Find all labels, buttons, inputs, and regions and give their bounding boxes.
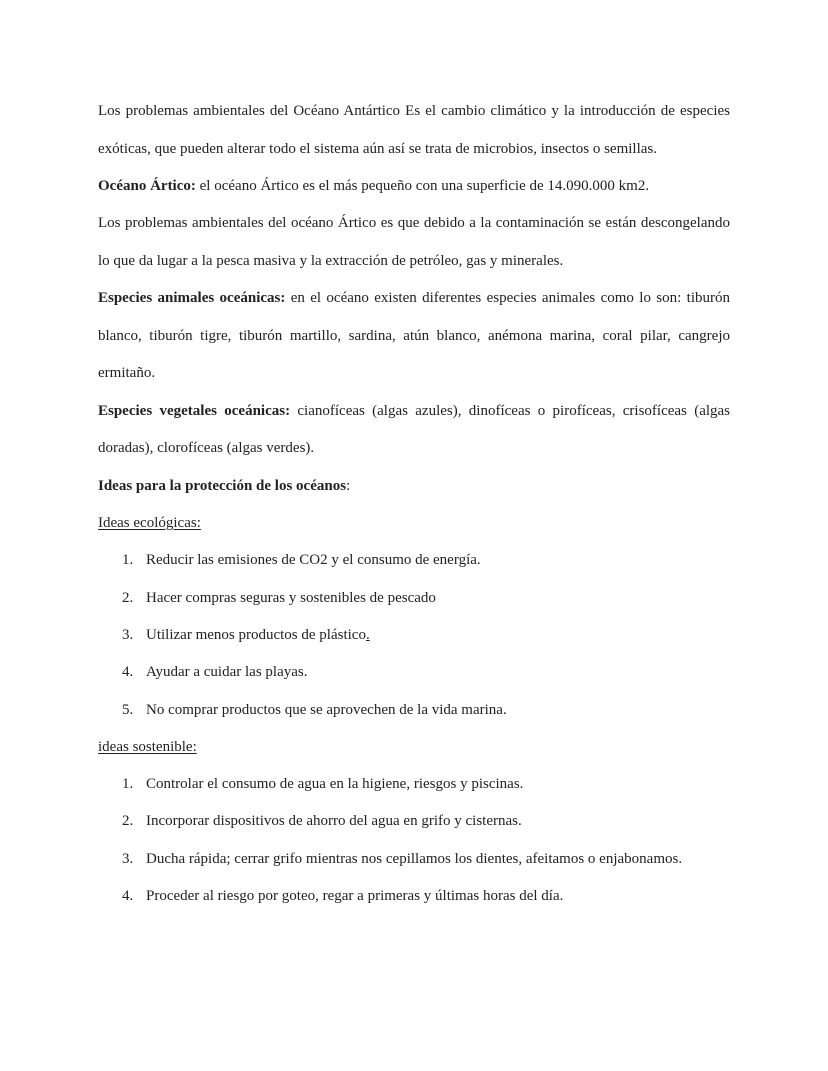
animal-species-text: en el océano existen diferentes especies animales como lo son: tiburón blanco, tiburón tigre, tiburón martillo, sardina, atún blanco, anémona marina, coral pilar, cangrejo ermitaño. — [98, 290, 730, 382]
list-item — [98, 766, 730, 803]
list-number: 5. — [122, 701, 134, 718]
list-text: No comprar productos que se aprovechen de la vida marina. — [146, 701, 507, 718]
list-text: Incorporar dispositivos de ahorro del agua en grifo y cisternas. — [146, 813, 522, 830]
ecological-ideas-heading: Ideas ecológicas: — [98, 515, 201, 532]
list-number: 4. — [122, 888, 134, 905]
list-number: 3. — [122, 626, 134, 643]
plant-species-paragraph — [98, 393, 730, 468]
list-item — [98, 580, 730, 617]
list-item — [98, 617, 730, 654]
animal-species-paragraph — [98, 280, 730, 393]
list-number: 2. — [122, 813, 134, 830]
list-item — [98, 542, 730, 579]
arctic-problems-paragraph: Los problemas ambientales del océano Ártico es que debido a la contaminación se están descongelando lo que da lugar a la pesca masiva y la extracción de petróleo, gas y minerales. — [98, 215, 730, 269]
list-text-tail: . — [365, 626, 370, 643]
list-item — [98, 841, 730, 878]
document-page — [98, 93, 730, 915]
sustainable-ideas-list — [98, 766, 730, 915]
list-number: 1. — [122, 552, 134, 569]
arctic-paragraph — [98, 168, 730, 205]
ideas-heading — [98, 468, 730, 505]
list-number: 4. — [122, 664, 134, 681]
plant-species-text: cianofíceas (algas azules), dinofíceas o pirofíceas, crisofíceas (algas doradas), clorofíceas (algas verdes). — [98, 402, 731, 457]
ideas-label: Ideas para la protección de los océanos — [98, 477, 347, 494]
list-text: Controlar el consumo de agua en la higiene, riesgos y piscinas. — [146, 776, 524, 793]
ecological-ideas-list — [98, 542, 730, 728]
list-text: Hacer compras seguras y sostenibles de pescado — [146, 589, 436, 606]
arctic-text: el océano Ártico es el más pequeño con una superficie de 14.090.000 km2. — [195, 178, 650, 194]
plant-species-label: Especies vegetales oceánicas: — [98, 402, 291, 419]
list-number: 3. — [122, 850, 134, 867]
list-item — [98, 692, 730, 729]
list-text: Proceder al riesgo por goteo, regar a primeras y últimas horas del día. — [146, 888, 564, 905]
ideas-colon: : — [346, 477, 351, 494]
arctic-label: Océano Ártico: — [98, 178, 196, 194]
list-text: Ducha rápida; cerrar grifo mientras nos cepillamos los dientes, afeitamos o enjabonamos. — [146, 850, 683, 867]
list-item — [98, 654, 730, 691]
animal-species-label: Especies animales oceánicas: — [98, 290, 286, 307]
antarctic-problems-paragraph: Los problemas ambientales del Océano Antártico Es el cambio climático y la introducción de especies exóticas, que pueden alterar todo el sistema aún así se trata de microbios, insectos o semillas. — [98, 103, 730, 157]
list-item — [98, 878, 730, 915]
list-item — [98, 803, 730, 840]
list-number: 2. — [122, 589, 134, 606]
list-number: 1. — [122, 776, 134, 793]
sustainable-ideas-heading: ideas sostenible: — [98, 738, 197, 755]
list-text: Ayudar a cuidar las playas. — [146, 664, 308, 681]
list-text: Utilizar menos productos de plástico — [146, 626, 366, 643]
list-text: Reducir las emisiones de CO2 y el consumo de energía. — [146, 552, 481, 569]
